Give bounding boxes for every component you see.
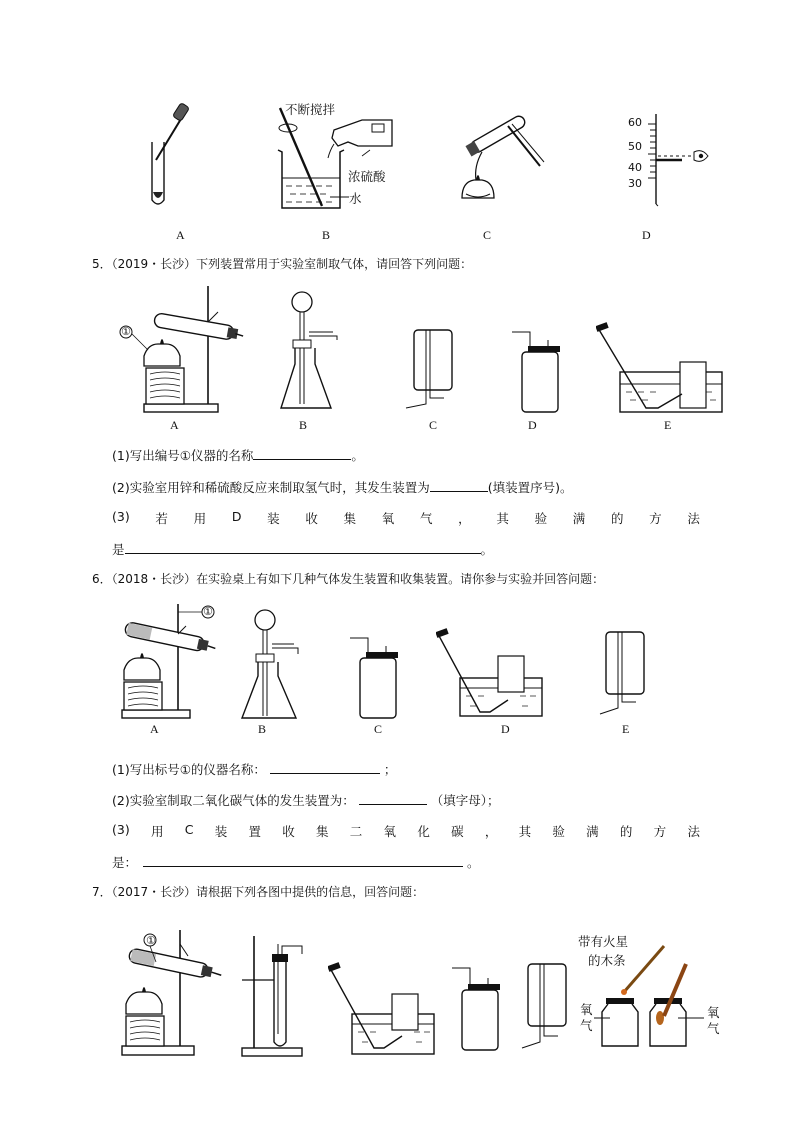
q5-sub-1 xyxy=(112,446,364,464)
q5-sub-3-w10: 其 xyxy=(496,511,509,526)
q6-sub-3-w5: 收 xyxy=(282,824,295,839)
q6-label-a: A xyxy=(150,722,159,736)
q4-mark-60: 60 xyxy=(628,116,642,129)
q5-sub-3-w13: 的 xyxy=(610,511,624,526)
q7-splint-label-1: 带有火星 xyxy=(578,934,629,949)
q5-label-c: C xyxy=(429,418,438,432)
q7-apparatus-5 xyxy=(518,960,574,1052)
q5-sub-3-line2 xyxy=(112,540,493,558)
q7-splint-label-2: 的木条 xyxy=(588,953,626,968)
q5-apparatus-a xyxy=(116,282,246,418)
q5-sub-2-end: (填装置序号)。 xyxy=(487,480,573,495)
q6-sub-2 xyxy=(112,791,499,809)
q5-sub-3 xyxy=(112,509,700,527)
q6-sub-3-w15: 的 xyxy=(619,824,633,839)
q5-sub-3-w9: ， xyxy=(458,511,471,526)
q6-sub-3-w11: ， xyxy=(484,824,498,839)
q5-label-d: D xyxy=(528,418,537,432)
q7-apparatus-3 xyxy=(328,960,438,1058)
q4-label-a: A xyxy=(176,228,185,242)
q5-sub-3-blank[interactable] xyxy=(125,541,481,554)
q6-sub-2-end: （填字母）； xyxy=(430,793,500,808)
q6-sub-3-w2: C xyxy=(184,822,194,837)
q6-sub-3-end: 。 xyxy=(467,855,480,870)
q6-sub-3-w6: 集 xyxy=(316,824,329,839)
q6-sub-1-text: (1)写出标号①的仪器名称： xyxy=(112,762,266,777)
q7-oxygen-label-3: 氧 xyxy=(707,1005,720,1020)
q4-water-label: 水 xyxy=(349,191,362,206)
q5-label-e: E xyxy=(664,418,672,432)
q5-sub-3-w3: D xyxy=(231,509,242,524)
q6-apparatus-e xyxy=(596,628,650,718)
q5-title: 5．（2019・长沙）下列装置常用于实验室制取气体，请回答下列问题： xyxy=(92,257,473,271)
q6-sub-3-w1: 用 xyxy=(150,824,164,839)
q5-label-b: B xyxy=(299,418,308,432)
q5-apparatus-c xyxy=(404,326,458,414)
q5-sub-3-w11: 验 xyxy=(534,511,548,526)
q5-label-a: A xyxy=(170,418,179,432)
q5-sub-3-w15: 法 xyxy=(687,511,700,526)
q6-sub-3-w17: 法 xyxy=(687,824,700,839)
q7-oxygen-label-2: 气 xyxy=(580,1018,593,1033)
q5-sub-3-w8: 气 xyxy=(419,511,433,526)
q5-sub-3-w1: 若 xyxy=(155,511,168,526)
q5-sub-3-w12: 满 xyxy=(572,511,586,526)
q4-mark-50: 50 xyxy=(628,140,642,153)
q4-apparatus-a xyxy=(140,100,200,210)
q4-label-b: B xyxy=(322,228,331,242)
q6-sub-2-text: (2)实验室制取二氧化碳气体的发生装置为： xyxy=(112,793,355,808)
q6-sub-3-w8: 氧 xyxy=(383,824,397,839)
q6-sub-1-blank[interactable] xyxy=(270,761,380,774)
q6-apparatus-b xyxy=(238,604,304,724)
q6-sub-3-w0: (3) xyxy=(112,822,130,837)
q6-sub-3-w10: 碳 xyxy=(451,824,464,839)
q4-acid-label: 浓硫酸 xyxy=(348,169,386,184)
q7-circle-1: ① xyxy=(146,934,156,947)
q6-sub-3-w12: 其 xyxy=(518,824,532,839)
q6-sub-3-w4: 置 xyxy=(248,824,261,839)
q6-sub-3-w13: 验 xyxy=(552,824,565,839)
q5-sub-3-w4: 装 xyxy=(267,511,280,526)
q7-apparatus-4 xyxy=(448,962,504,1054)
q6-apparatus-a xyxy=(116,600,226,724)
q6-label-c: C xyxy=(374,722,383,736)
q6-sub-3 xyxy=(112,822,700,840)
q6-sub-2-blank[interactable] xyxy=(359,792,427,805)
q5-sub-2-text: (2)实验室用锌和稀硫酸反应来制取氢气时，其发生装置为 xyxy=(112,480,430,495)
q4-mark-30: 30 xyxy=(628,177,642,190)
q6-apparatus-d xyxy=(436,626,546,720)
q5-sub-3-end: 。 xyxy=(480,542,494,557)
q5-sub-1-text: (1)写出编号①仪器的名称 xyxy=(112,448,254,463)
q4-stir-label: 不断搅拌 xyxy=(285,102,336,117)
q4-water-pointer xyxy=(330,192,350,202)
q4-label-c: C xyxy=(483,228,492,242)
q5-sub-2-blank[interactable] xyxy=(430,479,488,492)
q5-sub-1-blank[interactable] xyxy=(253,447,351,460)
q7-apparatus-1 xyxy=(118,926,228,1060)
q5-sub-3-w2: 用 xyxy=(193,511,207,526)
q7-apparatus-2 xyxy=(238,930,314,1060)
q6-sub-3-line2 xyxy=(112,853,480,871)
q6-sub-3-w9: 化 xyxy=(417,824,430,839)
q6-label-d: D xyxy=(501,722,510,736)
q6-sub-3-shi: 是： xyxy=(112,855,138,870)
q6-title: 6．（2018・长沙）在实验桌上有如下几种气体发生装置和收集装置。请你参与实验并回答问题： xyxy=(92,572,605,586)
q6-sub-1 xyxy=(112,760,396,778)
q5-apparatus-e xyxy=(596,322,726,414)
q6-sub-3-blank[interactable] xyxy=(143,854,463,867)
q7-oxygen-label-4: 气 xyxy=(707,1021,720,1036)
q7-title: 7．（2017・长沙）请根据下列各图中提供的信息，回答问题： xyxy=(92,885,425,899)
q6-label-e: E xyxy=(622,722,630,736)
q6-circle-1: ① xyxy=(203,605,213,618)
q6-sub-3-w16: 方 xyxy=(653,824,667,839)
q5-sub-1-end: 。 xyxy=(351,448,364,463)
q5-sub-3-w5: 收 xyxy=(305,511,318,526)
q5-sub-3-shi: 是 xyxy=(112,542,125,557)
q5-sub-3-w0: (3) xyxy=(112,509,130,524)
q7-oxygen-label-1: 氧 xyxy=(580,1002,593,1017)
q6-apparatus-c xyxy=(346,632,402,722)
q5-apparatus-d xyxy=(508,326,564,416)
q5-sub-3-w14: 方 xyxy=(649,511,662,526)
q6-sub-3-w7: 二 xyxy=(349,824,363,839)
q6-sub-3-w14: 满 xyxy=(586,824,599,839)
q5-sub-2 xyxy=(112,478,572,496)
q5-sub-3-w7: 氧 xyxy=(381,511,395,526)
q5-circle-1: ① xyxy=(121,325,131,338)
q4-label-d: D xyxy=(642,228,651,242)
q7-oxygen-pointers xyxy=(592,1008,712,1028)
q6-label-b: B xyxy=(258,722,267,736)
q6-sub-3-w3: 装 xyxy=(214,824,228,839)
q5-apparatus-b xyxy=(275,286,341,414)
q5-sub-3-w6: 集 xyxy=(343,511,357,526)
q4-apparatus-c xyxy=(452,110,552,210)
q6-sub-1-end: ； xyxy=(383,762,397,777)
q4-mark-40: 40 xyxy=(628,161,642,174)
